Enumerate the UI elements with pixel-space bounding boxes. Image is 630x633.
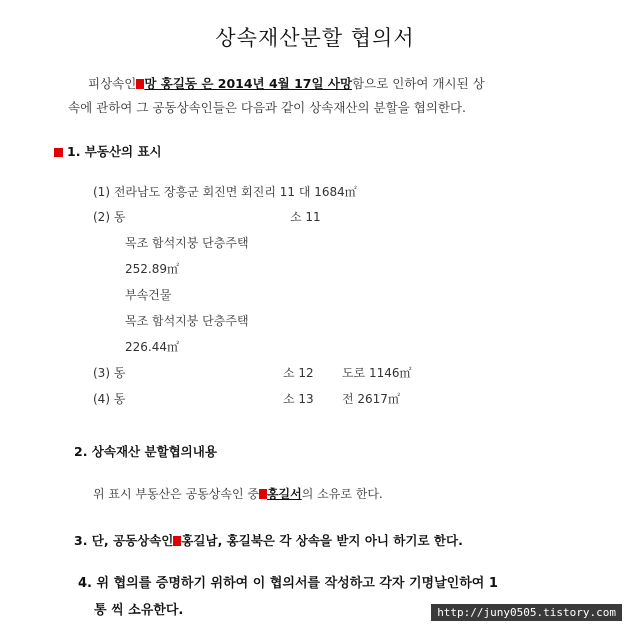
decedent-info: 망 홍길동 은 2014년 4월 17일 사망 xyxy=(144,76,353,91)
property-item-1: (1) 전라남도 장흥군 회진면 회진리 11 대 1684㎡ xyxy=(93,185,357,199)
page-title: 상속재산분할 협의서 xyxy=(215,26,415,50)
section4-line-2: 통 씩 소유한다. xyxy=(94,603,184,618)
property-item-2: (2) 동 xyxy=(93,210,126,224)
bullet-marker xyxy=(54,148,63,157)
property-item-2-lot: 소 11 xyxy=(290,210,321,224)
section3-text: 3. 단, 공동상속인 홍길남, 홍길북은 각 상속을 받지 아니 하기로 한다. xyxy=(74,533,463,548)
property-detail-2: 252.89㎡ xyxy=(125,262,179,276)
watermark-label: http://juny0505.tistory.com xyxy=(431,604,622,621)
property-item-3-lot: 소 12 xyxy=(283,366,314,380)
property-item-4-area: 전 2617㎡ xyxy=(342,392,400,406)
section1-heading: 1. 부동산의 표시 xyxy=(54,142,162,160)
property-detail-3: 부속건물 xyxy=(125,288,172,302)
property-item-4-lot: 소 13 xyxy=(283,392,314,406)
property-detail-1: 목조 함석지붕 단층주택 xyxy=(125,236,249,250)
section2-heading: 2. 상속재산 분할협의내용 xyxy=(74,444,217,459)
redaction-mark xyxy=(259,489,267,499)
intro-prefix: 피상속인 xyxy=(88,76,137,91)
property-item-4: (4) 동 xyxy=(93,392,126,406)
property-detail-5: 226.44㎡ xyxy=(125,340,179,354)
property-detail-4: 목조 함석지붕 단층주택 xyxy=(125,314,249,328)
property-item-3: (3) 동 xyxy=(93,366,126,380)
section4-line-1: 4. 위 협의를 증명하기 위하여 이 협의서를 작성하고 각자 기명날인하여 1 xyxy=(78,576,498,591)
intro-suffix: 함으로 인하여 개시된 상 xyxy=(352,76,485,91)
intro-line-2: 속에 관하여 그 공동상속인들은 다음과 같이 상속재산의 분할을 협의한다. xyxy=(68,100,467,115)
property-item-3-area: 도로 1146㎡ xyxy=(342,366,412,380)
section2-text: 위 표시 부동산은 공동상속인 중 홍길서의 소유로 한다. xyxy=(93,487,383,501)
heir-name: 홍길서 xyxy=(266,487,302,501)
intro-line-1 xyxy=(88,74,608,92)
